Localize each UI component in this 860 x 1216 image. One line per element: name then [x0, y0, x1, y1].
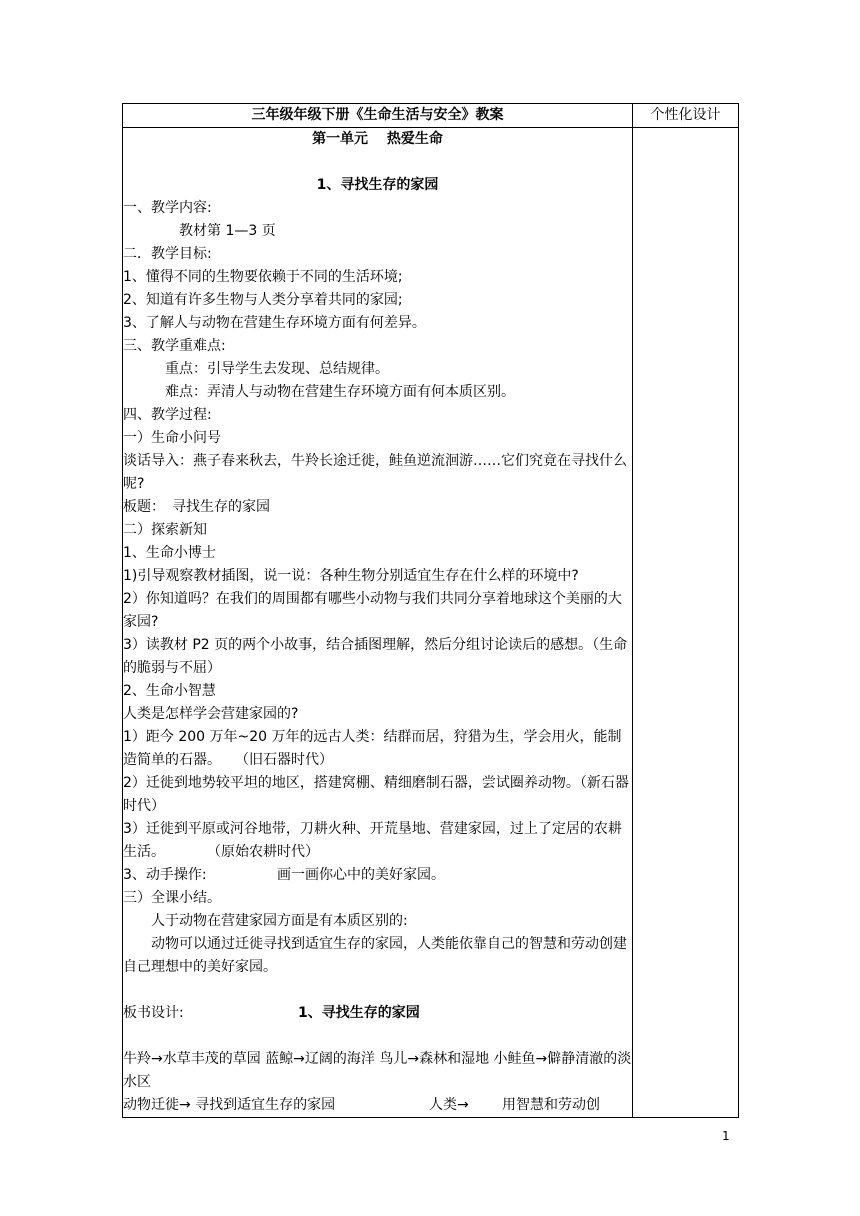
intro-paragraph: 谈话导入：燕子春来秋去，牛羚长途迁徙，鲑鱼逆流洄游……它们究竟在寻找什么呢?	[123, 453, 627, 492]
activity-2-question: 人类是怎样学会营建家园的?	[123, 706, 299, 722]
unit-title: 第一单元 热爱生命	[312, 131, 443, 147]
spacer	[123, 1025, 632, 1048]
activity-2-item-1: 1）距今 200 万年~20 万年的远古人类：结群而居，狩猎为生，学会用火，能制造简单的石器。 （旧石器时代）	[123, 729, 622, 768]
board-animal-migration: 动物迁徙→ 寻找到适宜生存的家园	[123, 1097, 336, 1113]
board-design-line	[123, 1002, 632, 1025]
section-teaching-content: 一、教学内容:	[123, 200, 212, 216]
key-point: 重点：引导学生去发现、总结规律。	[165, 361, 389, 377]
lesson-content-cell	[123, 128, 633, 1118]
teaching-content-pages: 教材第 1—3 页	[179, 223, 276, 239]
section-teaching-goals: 二．教学目标:	[123, 246, 212, 262]
summary-line-2: 动物可以通过迁徙寻找到适宜生存的家园，人类能依靠自己的智慧和劳动创建自己理想中的美好家园。	[123, 936, 627, 975]
goal-2: 2、知道有许多生物与人类分享着共同的家园;	[123, 292, 403, 308]
activity-1-item-1: 1)引导观察教材插图，说一说：各种生物分别适宜生存在什么样的环境中?	[123, 568, 579, 584]
activity-1-item-2: 2）你知道吗？在我们的周围都有哪些小动物与我们共同分享着地球这个美丽的大家园?	[123, 591, 622, 630]
section-key-points: 三、教学重难点:	[123, 338, 226, 354]
section-teaching-process: 四、教学过程:	[123, 407, 212, 423]
goal-1: 1、懂得不同的生物要依赖于不同的生活环境;	[123, 269, 403, 285]
spacer	[123, 151, 632, 174]
lesson-title: 1、寻找生存的家园	[316, 177, 439, 193]
part-3-heading: 三）全课小结。	[123, 890, 221, 906]
part-2-heading: 二）探索新知	[123, 522, 207, 538]
board-human-desc: 用智慧和劳动创	[502, 1097, 600, 1113]
activity-2-item-2: 2）迁徙到地势较平坦的地区，搭建窝棚、精细磨制石器，尝试圈养动物。（新石器时代）	[123, 775, 629, 814]
table-header-row	[123, 104, 739, 128]
personalized-design-cell	[633, 128, 739, 1118]
table-body-row	[123, 128, 739, 1118]
spacer	[123, 979, 632, 1002]
board-design-compare	[123, 1094, 632, 1117]
activity-3-line	[123, 864, 632, 887]
board-human-label: 人类→	[429, 1097, 469, 1113]
activity-1-heading: 1、生命小博士	[123, 545, 216, 561]
lesson-plan-table	[122, 103, 739, 1118]
board-design-label: 板书设计:	[123, 1005, 184, 1021]
activity-2-item-3: 3）迁徙到平原或河谷地带，刀耕火种、开荒垦地、营建家园，过上了定居的农耕生活。 （原始农耕时代）	[123, 821, 622, 860]
goal-3: 3、了解人与动物在营建生存环境方面有何差异。	[123, 315, 426, 331]
board-design-animals: 牛羚→水草丰茂的草园 蓝鲸→辽阔的海洋 鸟儿→森林和湿地 小鲑鱼→僻静清澈的淡水区	[123, 1051, 632, 1090]
difficult-point: 难点：弄清人与动物在营建生存环境方面有何本质区别。	[165, 384, 515, 400]
activity-3-task: 画一画你心中的美好家园。	[277, 867, 445, 883]
activity-2-heading: 2、生命小智慧	[123, 683, 216, 699]
lesson-plan-title: 三年级年级下册《生命生活与安全》教案	[123, 104, 633, 128]
part-1-heading: 一）生命小问号	[123, 430, 221, 446]
board-topic: 板题： 寻找生存的家园	[123, 499, 270, 515]
activity-3-heading: 3、动手操作:	[123, 867, 207, 883]
board-design-title: 1、寻找生存的家园	[298, 1005, 420, 1021]
activity-1-item-3: 3）读教材 P2 页的两个小故事，结合插图理解，然后分组讨论读后的感想。（生命的脆弱与不屈）	[123, 637, 628, 676]
page-number: 1	[722, 1129, 730, 1143]
summary-line-1: 人于动物在营建家园方面是有本质区别的:	[151, 913, 408, 929]
personalized-design-header: 个性化设计	[633, 104, 739, 128]
